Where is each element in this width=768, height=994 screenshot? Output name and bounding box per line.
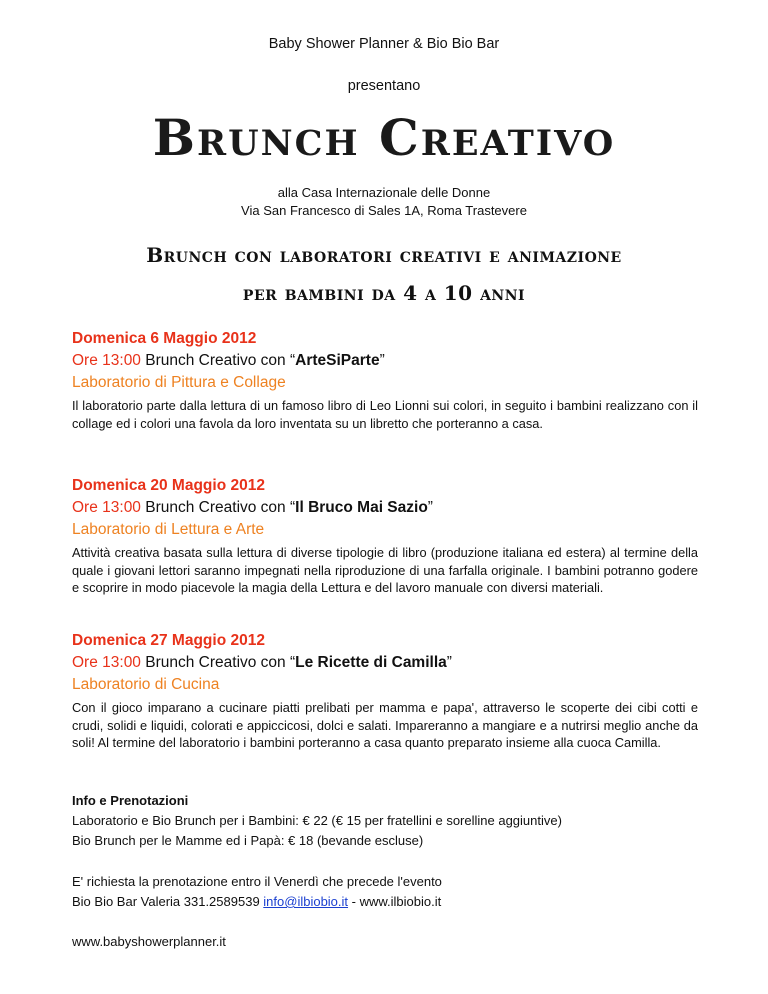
contact-suffix: - www.ilbiobio.it bbox=[348, 894, 442, 909]
event-date: Domenica 27 Maggio 2012 bbox=[72, 632, 265, 649]
price-parents: Bio Brunch per le Mamme ed i Papà: € 18 (bevande escluse) bbox=[72, 833, 424, 848]
event-intro: Brunch Creativo con “ bbox=[140, 352, 296, 369]
event-workshop-name: Il Bruco Mai Sazio bbox=[295, 499, 428, 516]
event-date: Domenica 6 Maggio 2012 bbox=[72, 330, 257, 347]
presents-line: presentano bbox=[347, 78, 421, 94]
event-time: Ore 13:00 bbox=[72, 654, 141, 671]
subtitle-line-1: Brunch con laboratori creativi e animazione bbox=[146, 243, 622, 267]
venue-block bbox=[0, 184, 768, 220]
event-block bbox=[72, 475, 698, 597]
info-block bbox=[72, 791, 698, 851]
booking-block bbox=[72, 872, 698, 912]
event-description: Attività creativa basata sulla lettura di diverse tipologie di libro (produzione italiana ed estera) al termine della quale i giovani lettori saranno impegnati nella riproduzione di una farfalla originale. I bambini potranno godere e scoprire in modo piacevole la magia della Lettura e del lavoro manuale con diversi materiali. bbox=[72, 545, 698, 595]
event-time-line bbox=[72, 497, 698, 519]
event-outro: ” bbox=[446, 654, 452, 671]
event-lab-title: Laboratorio di Pittura e Collage bbox=[72, 374, 286, 391]
contact-line bbox=[72, 892, 698, 912]
info-heading: Info e Prenotazioni bbox=[72, 793, 189, 808]
subtitle-line-2: per bambini da 4 a 10 anni bbox=[242, 281, 526, 305]
event-intro: Brunch Creativo con “ bbox=[140, 654, 296, 671]
event-lab-title: Laboratorio di Lettura e Arte bbox=[72, 521, 265, 538]
venue-name: alla Casa Internazionale delle Donne bbox=[277, 185, 491, 200]
event-block bbox=[72, 630, 698, 752]
event-outro: ” bbox=[379, 352, 385, 369]
footer-website: www.babyshowerplanner.it bbox=[72, 934, 226, 949]
organizers-line: Baby Shower Planner & Bio Bio Bar bbox=[268, 36, 500, 52]
event-block bbox=[72, 328, 698, 432]
event-date: Domenica 20 Maggio 2012 bbox=[72, 477, 265, 494]
event-outro: ” bbox=[427, 499, 433, 516]
event-lab-title: Laboratorio di Cucina bbox=[72, 676, 220, 693]
venue-address: Via San Francesco di Sales 1A, Roma Trastevere bbox=[241, 203, 527, 218]
event-time: Ore 13:00 bbox=[72, 499, 141, 516]
event-title: Brunch Creativo bbox=[152, 108, 616, 167]
event-workshop-name: Le Ricette di Camilla bbox=[295, 654, 447, 671]
event-workshop-name: ArteSiParte bbox=[295, 352, 380, 369]
event-time-line bbox=[72, 350, 698, 372]
event-intro: Brunch Creativo con “ bbox=[140, 499, 296, 516]
price-kids: Laboratorio e Bio Brunch per i Bambini: € 22 (€ 15 per fratellini e sorelline aggiuntive) bbox=[72, 813, 562, 828]
subtitle-block bbox=[0, 236, 768, 312]
event-description: Con il gioco imparano a cucinare piatti prelibati per mamma e papa', attraverso le scoperte dei cibi cotti e crudi, solidi e liquidi, colorati e appiccicosi, dolci e salati. Impareranno a mangiare e a nutrirsi meglio anche da soli! Al termine del laboratorio i bambini porteranno a casa quanto preparato insieme alla cuoca Camilla. bbox=[72, 700, 698, 750]
event-description: Il laboratorio parte dalla lettura di un famoso libro di Leo Lionni sui colori, in seguito i bambini realizzano con il collage ed i colori una favola da loro inventata su un libretto che porteranno a casa. bbox=[72, 398, 698, 431]
event-time-line bbox=[72, 652, 698, 674]
email-link[interactable]: info@ilbiobio.it bbox=[263, 894, 349, 909]
event-time: Ore 13:00 bbox=[72, 352, 141, 369]
booking-note: E' richiesta la prenotazione entro il Venerdì che precede l'evento bbox=[72, 874, 442, 889]
contact-prefix: Bio Bio Bar Valeria 331.2589539 bbox=[72, 894, 264, 909]
